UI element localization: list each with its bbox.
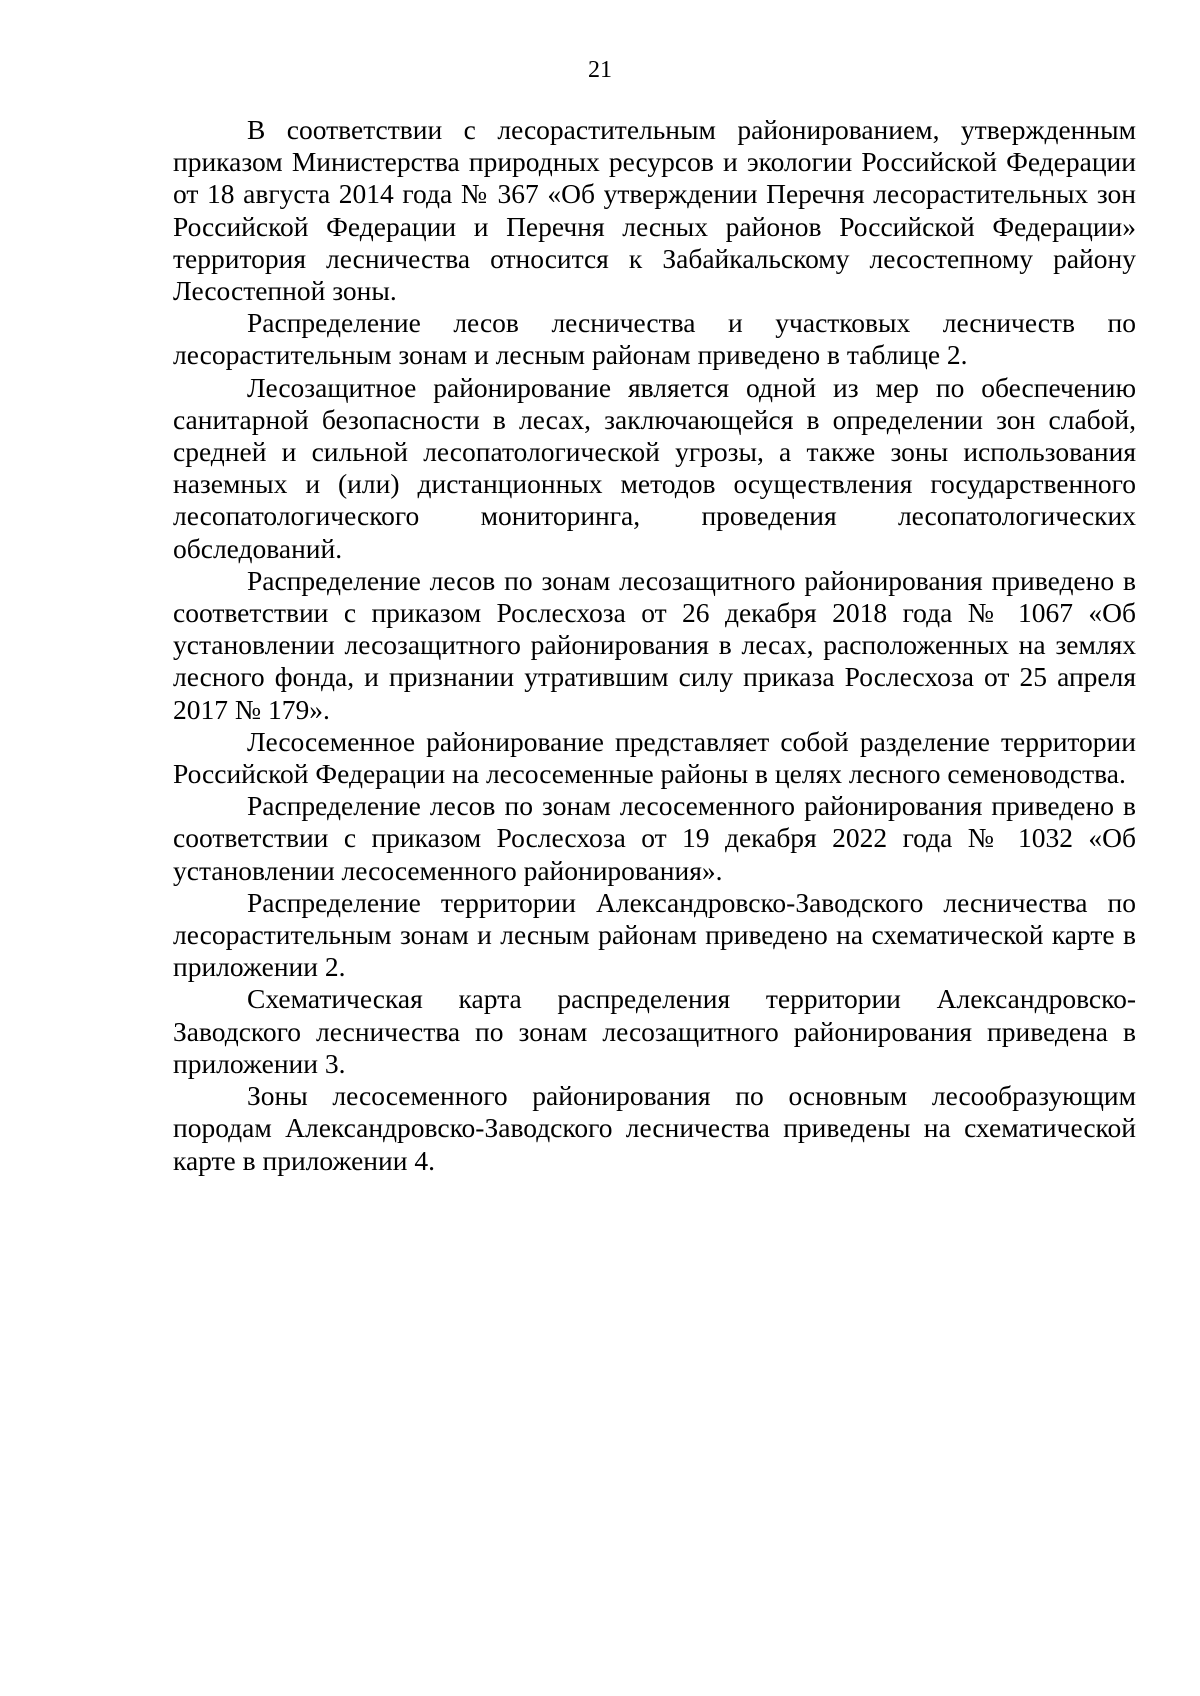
- page-number: 21: [588, 57, 612, 83]
- paragraph-protective-order: Распределение лесов по зонам лесозащитного районирования приведено в соответствии с приказом Рослесхоза от 26 декабря 2018 года № 1067 «Об установлении лесозащитного районирования в лесах, расположенных на землях лесного фонда, и признании утратившим силу приказа Рослесхоза от 25 апреля 2017 № 179».: [173, 564, 1136, 725]
- paragraph-distribution-table: Распределение лесов лесничества и участковых лесничеств по лесорастительным зонам и лесным районам приведено в таблице 2.: [173, 307, 1136, 371]
- paragraph-protective-zoning: Лесозащитное районирование является одной из мер по обеспечению санитарной безопасности в лесах, заключающейся в определении зон слабой, средней и сильной лесопатологической угрозы, а также зоны использования наземных и (или) дистанционных методов осуществления государственного лесопатологического мониторинга, проведения лесопатологических обследований.: [173, 371, 1136, 564]
- paragraph-seed-zoning: Лесосеменное районирование представляет собой разделение территории Российской Федерации на лесосеменные районы в целях лесного семеноводства.: [173, 725, 1136, 790]
- paragraph-appendix-4: Зоны лесосеменного районирования по основным лесообразующим породам Александровско-Заводского лесничества приведены на схематической карте в приложении 4.: [173, 1080, 1136, 1176]
- paragraph-appendix-3: Схематическая карта распределения территории Александровско-Заводского лесничества по зонам лесозащитного районирования приведена в приложении 3.: [173, 983, 1136, 1079]
- document-body: [173, 114, 1136, 1177]
- paragraph-appendix-2: Распределение территории Александровско-Заводского лесничества по лесорастительным зонам и лесным районам приведено на схематической карте в приложении 2.: [173, 886, 1136, 983]
- paragraph-forest-zoning: В соответствии с лесорастительным районированием, утвержденным приказом Министерства природных ресурсов и экологии Российской Федерации от 18 августа 2014 года № 367 «Об утверждении Перечня лесорастительных зон Российской Федерации и Перечня лесных районов Российской Федерации» территория лесничества относится к Забайкальскому лесостепному району Лесостепной зоны.: [173, 114, 1136, 307]
- paragraph-seed-order: Распределение лесов по зонам лесосеменного районирования приведено в соответствии с приказом Рослесхоза от 19 декабря 2022 года № 1032 «Об установлении лесосеменного районирования».: [173, 790, 1136, 886]
